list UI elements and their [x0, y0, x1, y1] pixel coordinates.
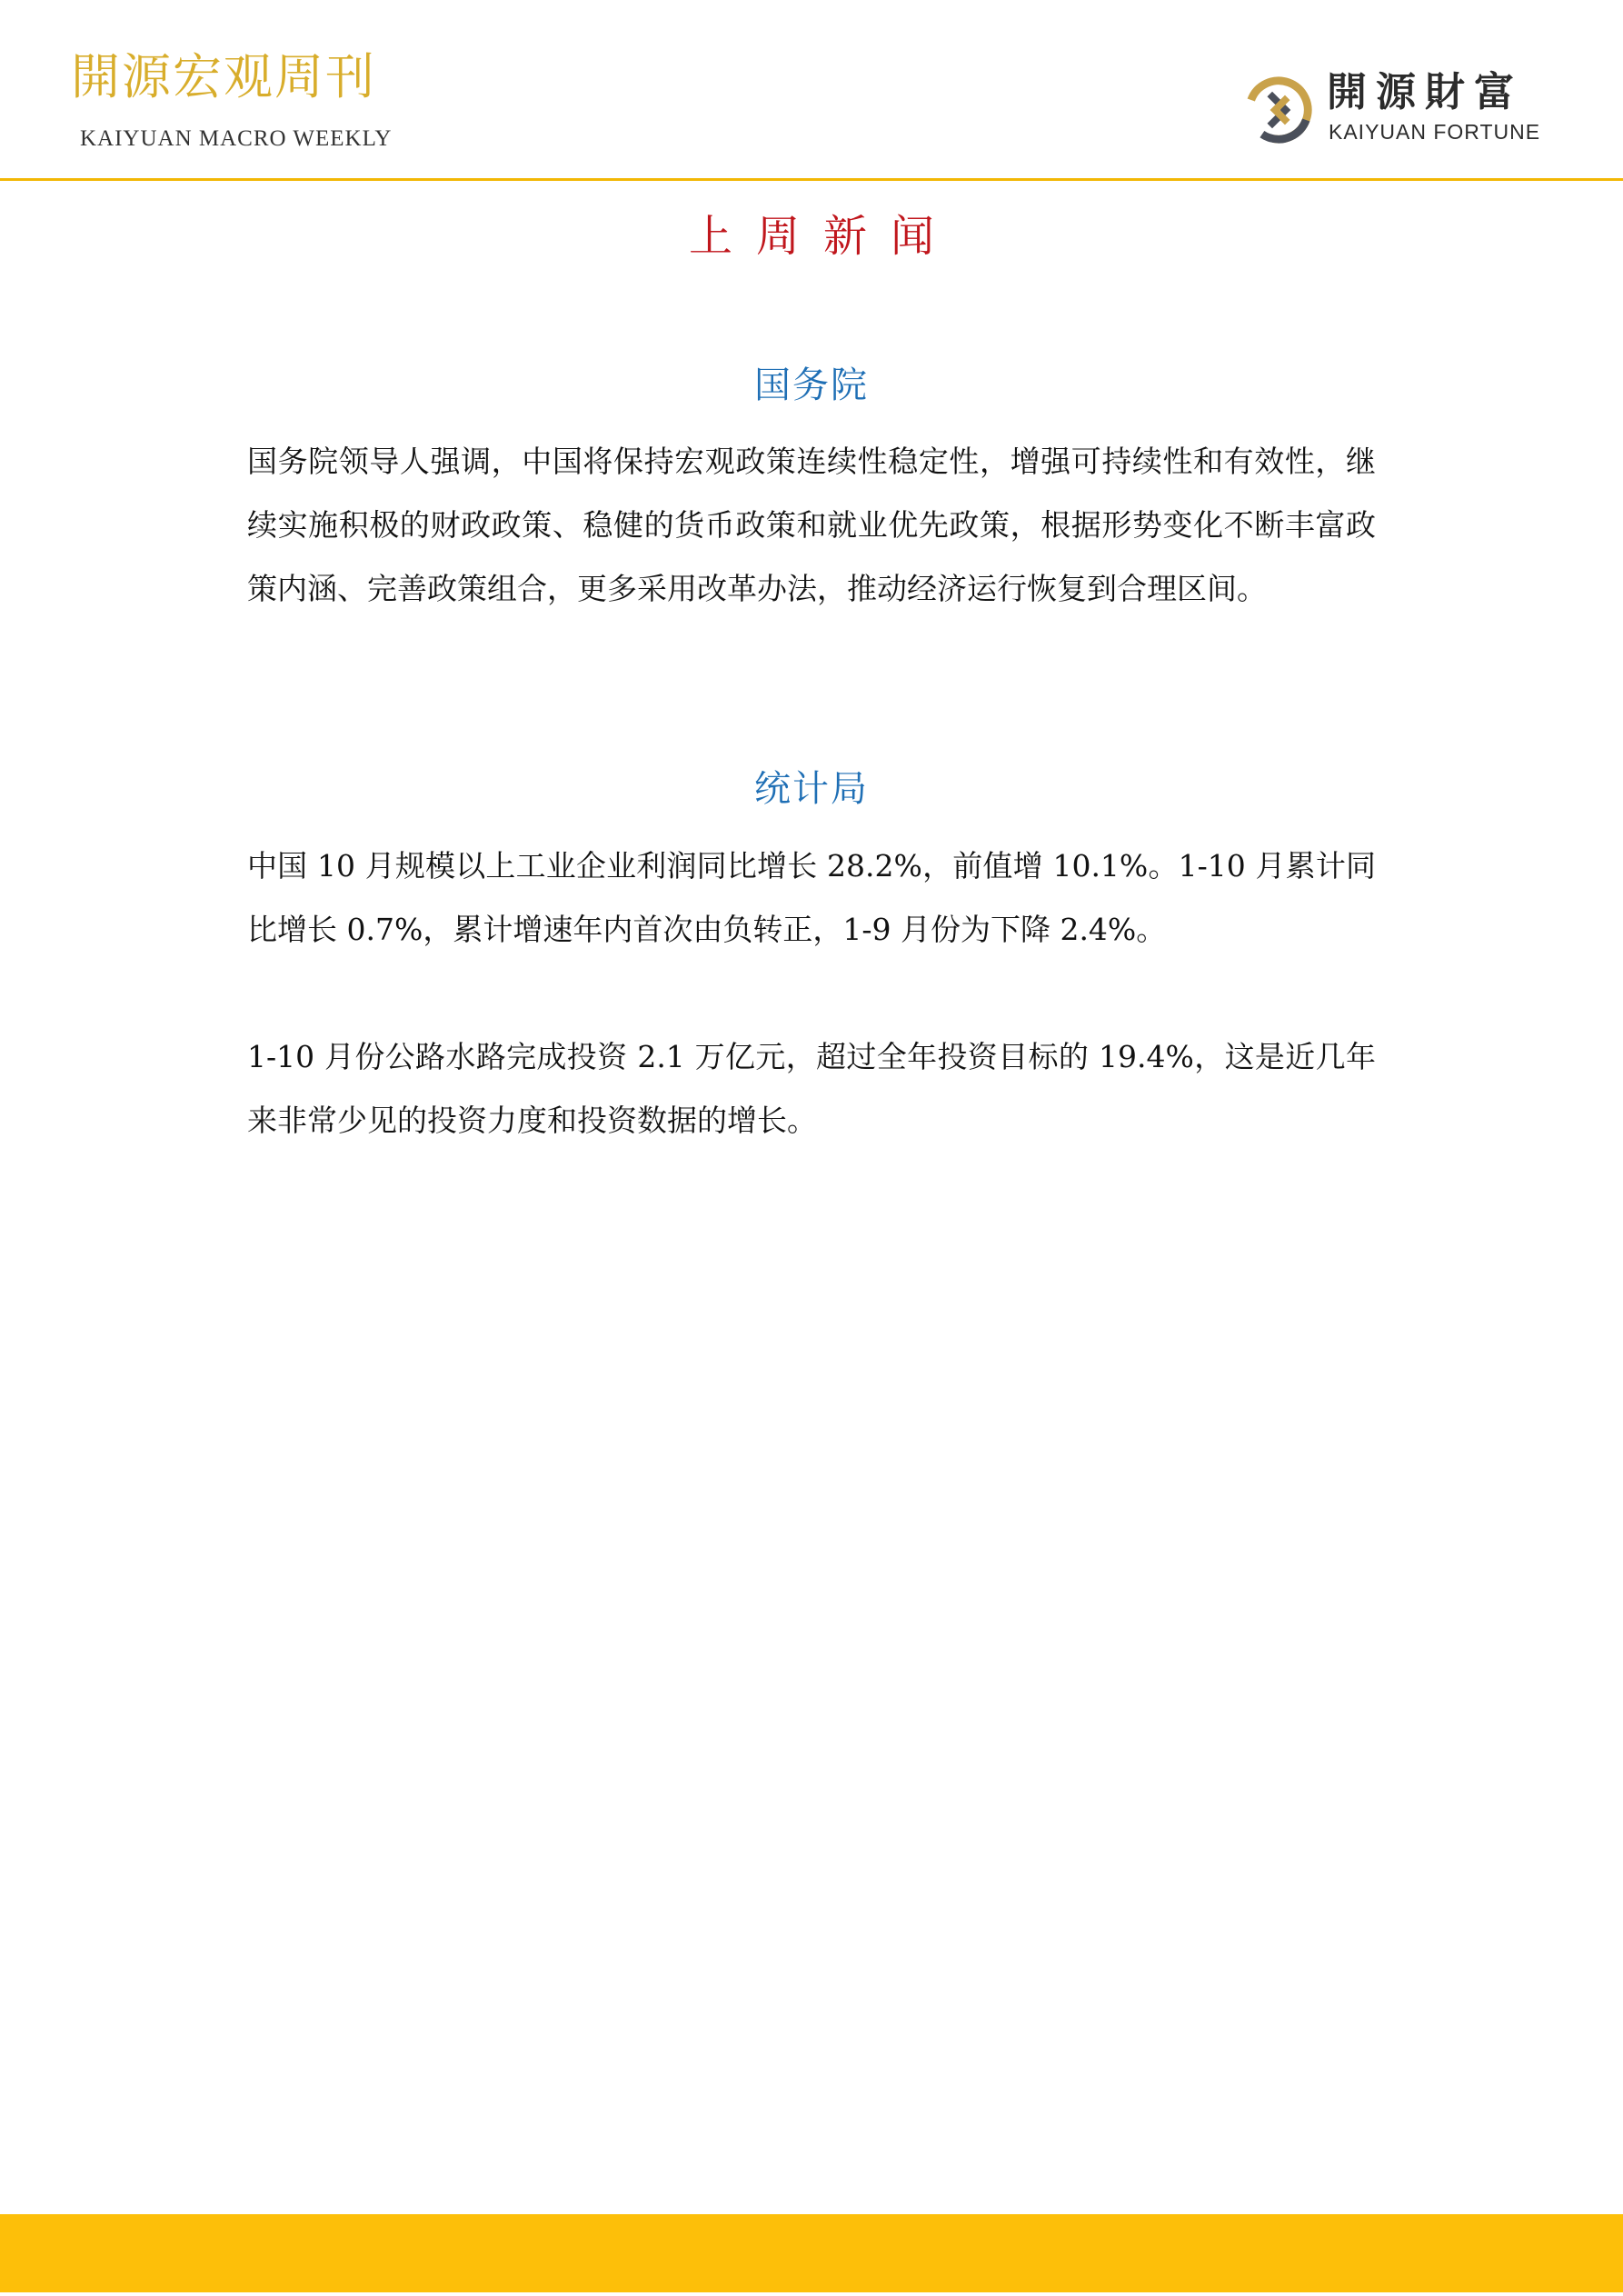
paragraph-road-water-investment: 1-10 月份公路水路完成投资 2.1 万亿元，超过全年投资目标的 19.4%，这是近几年来非常少见的投资力度和投资数据的增长。: [247, 1039, 1376, 1138]
brand-subtitle: KAIYUAN MACRO WEEKLY: [80, 126, 393, 151]
brand-title: 開源宏观周刊: [71, 48, 376, 105]
section-heading-state-council: 国务院: [754, 364, 869, 406]
logo-text-cn: 開源財富: [1327, 69, 1523, 115]
header-divider: [0, 178, 1623, 181]
paragraph-state-council: 国务院领导人强调，中国将保持宏观政策连续性稳定性，增强可持续性和有效性，继续实施积极的财政政策、稳健的货币政策和就业优先政策，根据形势变化不断丰富政策内涵、完善政策组合，更多采用改革办法，推动经济运行恢复到合理区间。: [247, 444, 1376, 606]
footer-bar: [0, 2214, 1623, 2292]
company-logo: [1243, 71, 1552, 153]
paragraph-industrial-profits: 中国 10 月规模以上工业企业利润同比增长 28.2%，前值增 10.1%。1-10 月累计同比增长 0.7%，累计增速年内首次由负转正，1-9 月份为下降 2.4%。: [247, 848, 1376, 947]
logo-text-en: KAIYUAN FORTUNE: [1329, 120, 1541, 144]
page-header: [0, 0, 1623, 180]
kaiyuan-logo-icon: [1243, 75, 1314, 145]
section-heading-statistics-bureau: 统计局: [754, 768, 869, 810]
page-title: 上周新闻: [688, 211, 958, 262]
